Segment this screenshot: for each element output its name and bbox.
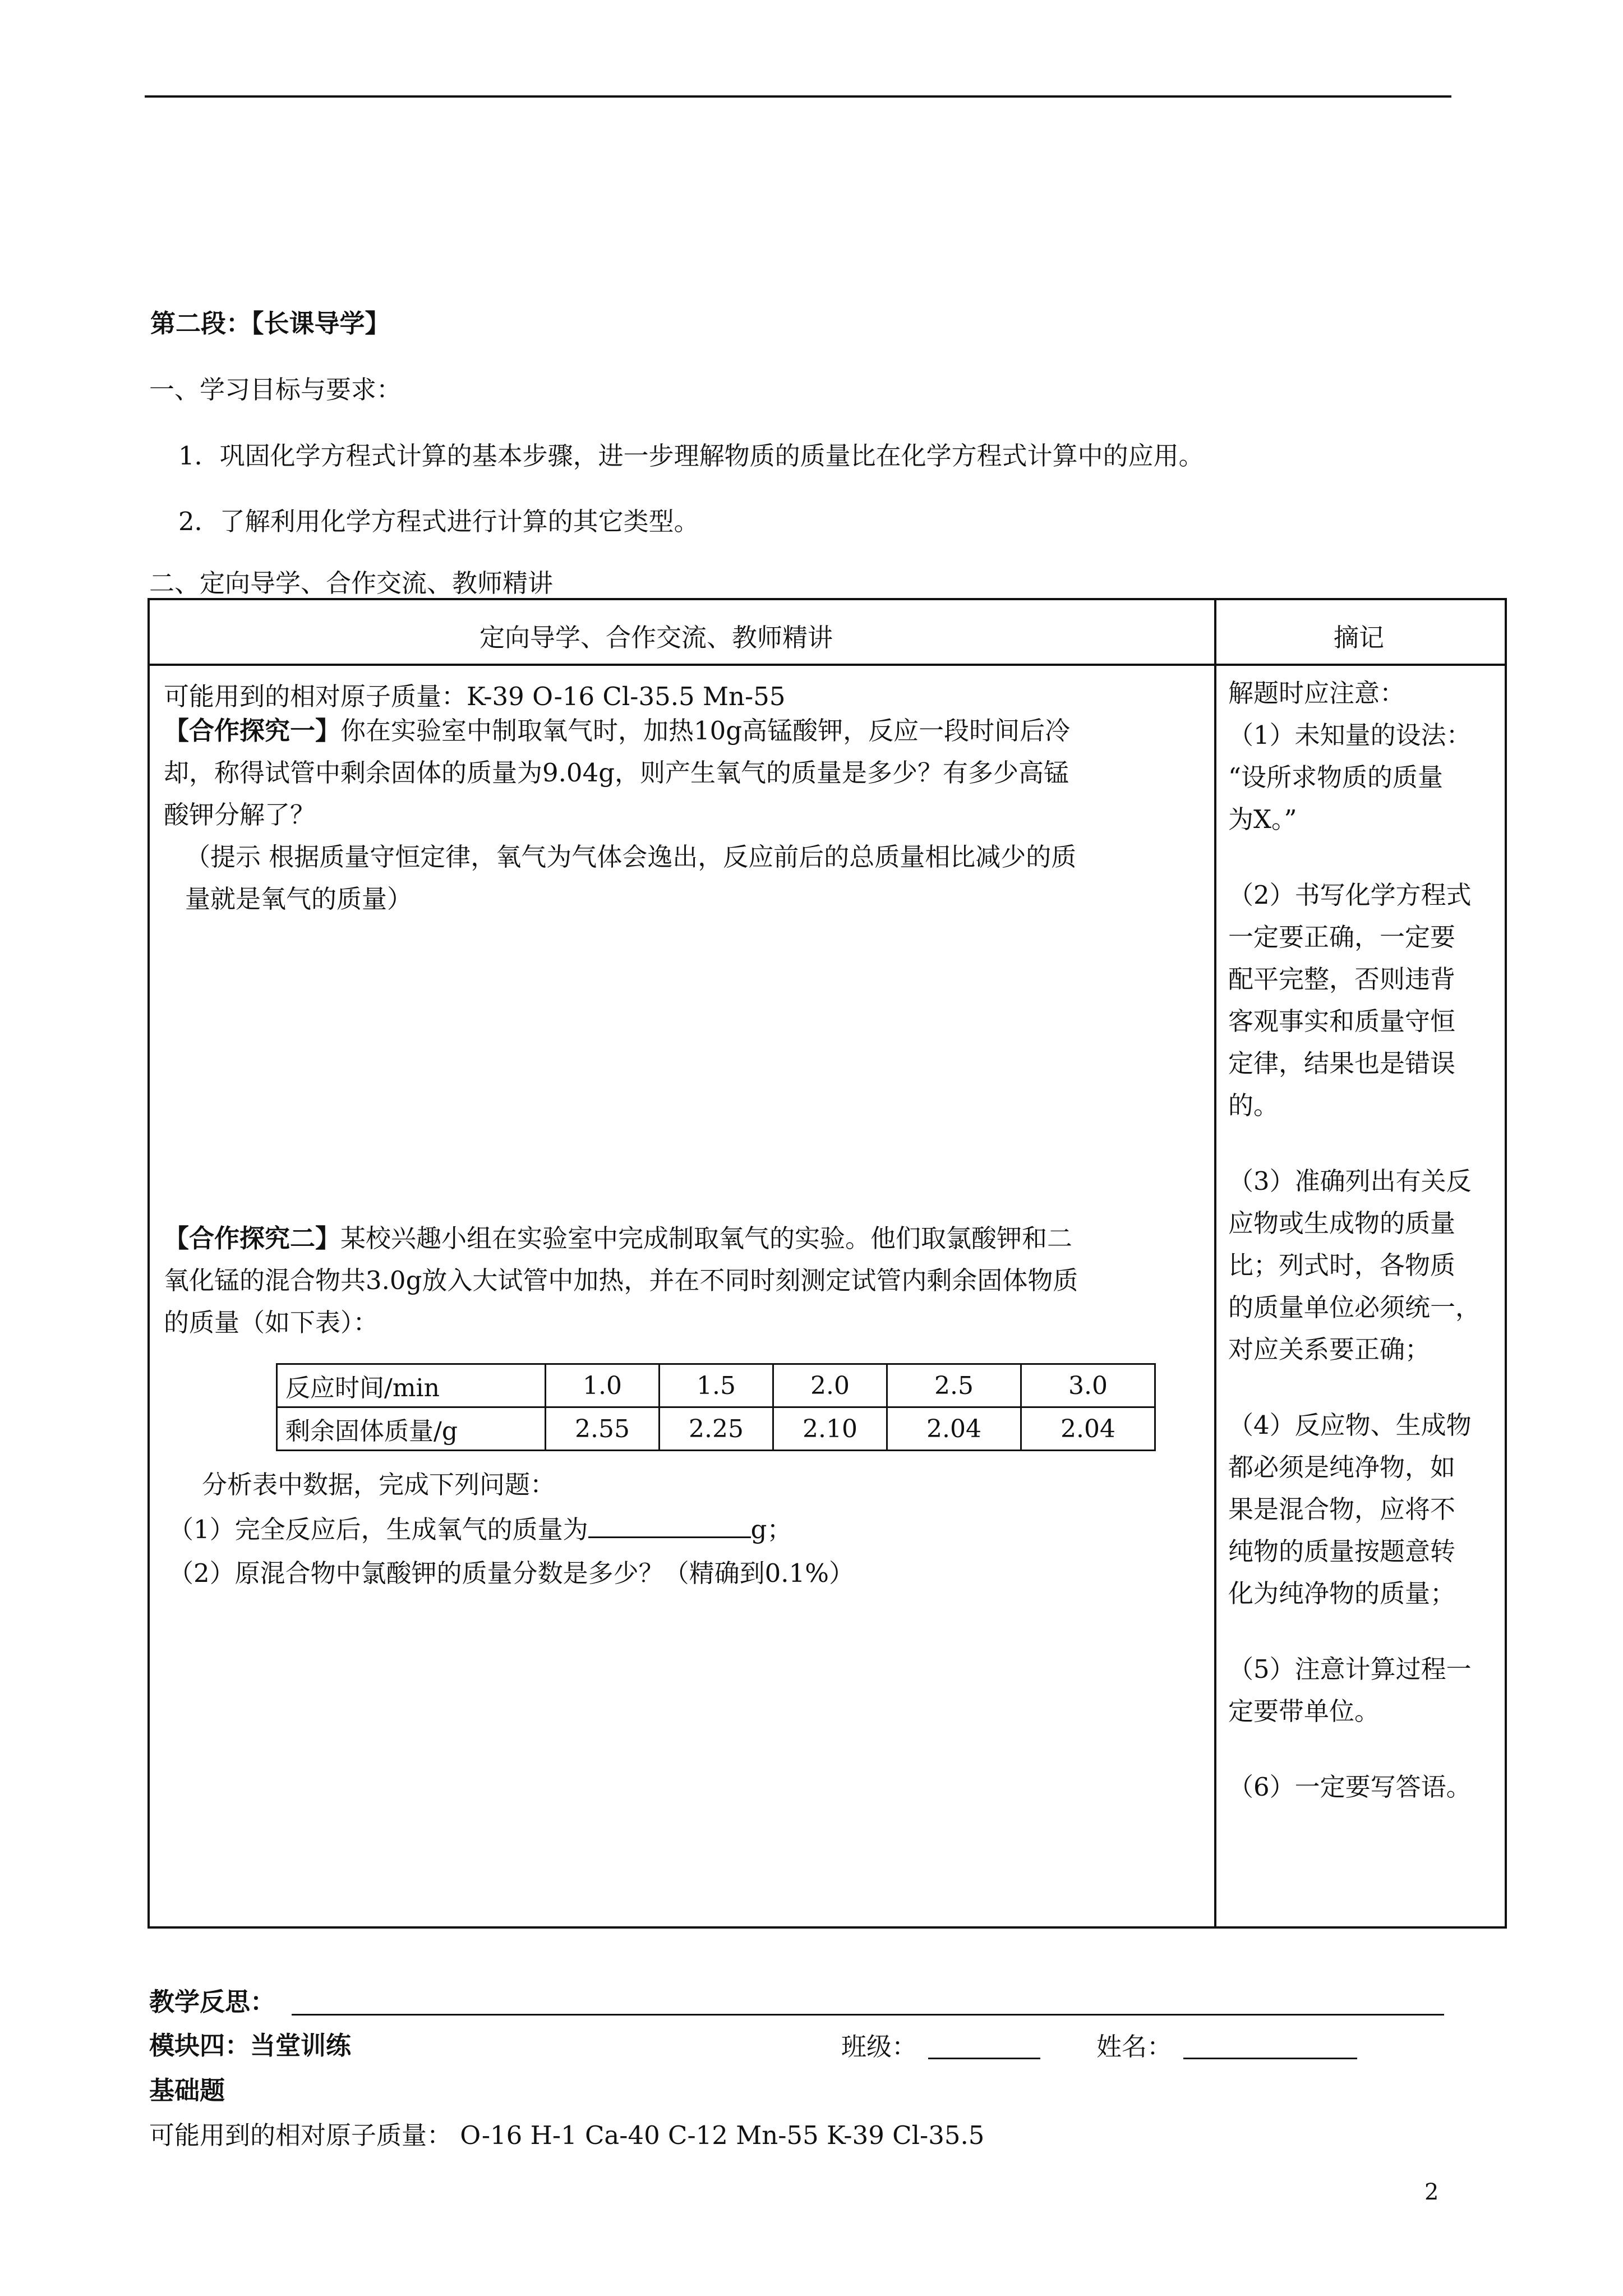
inquiry-1-line-1: 你在实验室中制取氧气时，加热10g高锰酸钾，反应一段时间后冷 [340,716,1071,746]
time-cell: 2.5 [887,1364,1021,1407]
note-3-line: 应物或生成物的质量 [1228,1208,1456,1238]
note-3-line: （3）准确列出有关反 [1228,1166,1472,1196]
question-1-blank[interactable] [588,1514,751,1538]
name-label: 姓名： [1096,2032,1173,2062]
inquiry-2-line-2: 氧化锰的混合物共3.0g放入大试管中加热，并在不同时刻测定试管内剩余固体物质 [164,1266,1078,1295]
mass-cell: 2.04 [887,1407,1021,1451]
note-3 [1228,1160,1497,1370]
analysis-instruction: 分析表中数据，完成下列问题： [202,1470,556,1499]
note-2 [1228,874,1497,1126]
note-4-line: 都必须是纯净物，如 [1228,1452,1456,1482]
objective-item-1: 1．巩固化学方程式计算的基本步骤，进一步理解物质的质量比在化学方程式计算中的应用。 [178,441,1204,471]
class-label: 班级： [841,2032,917,2062]
inquiry-1-hint-1: （提示 根据质量守恒定律，氧气为气体会逸出，反应前后的总质量相比减少的质 [185,842,1077,872]
time-cell: 1.5 [660,1364,773,1407]
mass-cell: 2.25 [660,1407,773,1451]
note-2-line: 的。 [1228,1091,1279,1120]
main-column-header: 定向导学、合作交流、教师精讲 [479,623,833,652]
time-cell: 3.0 [1021,1364,1155,1407]
note-4 [1228,1404,1497,1614]
note-6-line: （6）一定要写答语。 [1228,1772,1472,1802]
notes-heading: 解题时应注意： [1228,678,1405,708]
note-5 [1228,1648,1497,1732]
note-3-line: 对应关系要正确； [1228,1335,1431,1364]
notes-column [1228,672,1497,1808]
note-1-line: （1）未知量的设法： [1228,720,1472,750]
inquiry-2-line-1: 某校兴趣小组在实验室中完成制取氧气的实验。他们取氯酸钾和二 [340,1223,1073,1253]
table-column-divider [1214,598,1216,1929]
note-2-line: （2）书写化学方程式 [1228,880,1472,910]
class-blank[interactable] [928,2058,1040,2059]
objective-item-2: 2．了解利用化学方程式进行计算的其它类型。 [178,507,699,536]
note-4-line: 果是混合物，应将不 [1228,1494,1456,1524]
note-2-line: 客观事实和质量守恒 [1228,1006,1456,1036]
header-rule [145,95,1451,98]
mass-cell: 2.55 [546,1407,660,1451]
time-cell: 2.0 [773,1364,887,1407]
time-cell: 1.0 [546,1364,660,1407]
question-2: （2）原混合物中氯酸钾的质量分数是多少？（精确到0.1%） [168,1558,854,1588]
section-title: 第二段：【长课导学】 [150,309,390,338]
note-column-header: 摘记 [1334,623,1385,652]
atomic-masses-line-2: 可能用到的相对原子质量： O-16 H-1 Ca-40 C-12 Mn-55 K-39 Cl-35.5 [149,2120,985,2150]
table-header-divider [147,664,1507,666]
question-1-prefix: （1）完全反应后，生成氧气的质量为 [168,1515,588,1544]
inquiry-2-line-3: 的质量（如下表）： [164,1308,379,1337]
note-1-line: 为X。” [1228,804,1297,834]
inquiry-1-title: 【合作探究一】 [164,716,341,746]
note-4-line: （4）反应物、生成物 [1228,1410,1472,1440]
row2-label: 剩余固体质量/g [277,1407,546,1451]
mass-cell: 2.04 [1021,1407,1155,1451]
page-number: 2 [1424,2179,1439,2205]
reflection-line[interactable] [292,2014,1444,2016]
note-1 [1228,714,1497,840]
name-blank[interactable] [1183,2058,1357,2059]
question-1 [168,1509,792,1545]
row1-label: 反应时间/min [277,1364,546,1407]
objectives-heading: 一、学习目标与要求： [149,375,402,404]
inquiry-1-line-3: 酸钾分解了？ [164,800,316,830]
reflection-label: 教学反思： [149,1987,276,2017]
note-5-line: 定要带单位。 [1228,1696,1380,1726]
inquiry-2 [164,1217,1201,1343]
note-2-line: 配平完整，否则违背 [1228,964,1456,994]
note-5-line: （5）注意计算过程一 [1228,1654,1472,1684]
note-1-line: “设所求物质的质量 [1228,762,1444,792]
note-4-line: 纯物的质量按题意转 [1228,1536,1456,1566]
note-2-line: 一定要正确，一定要 [1228,922,1456,952]
module4-title: 模块四：当堂训练 [149,2031,352,2060]
note-4-line: 化为纯净物的质量； [1228,1579,1456,1608]
inquiry-1-hint-2: 量就是氧气的质量） [185,884,413,914]
note-3-line: 比；列式时，各物质 [1228,1250,1456,1280]
atomic-masses-line: 可能用到的相对原子质量：K-39 O-16 Cl-35.5 Mn-55 [164,682,786,711]
inquiry-2-title: 【合作探究二】 [164,1223,341,1253]
table-row [277,1364,1155,1407]
mass-cell: 2.10 [773,1407,887,1451]
inquiry-1-line-2: 却，称得试管中剩余固体的质量为9.04g，则产生氧气的质量是多少？有多少高锰 [164,758,1069,788]
question-1-suffix: g； [750,1515,792,1544]
note-2-line: 定律，结果也是错误 [1228,1048,1456,1078]
basic-heading: 基础题 [149,2076,225,2105]
inquiry-1 [164,710,1201,920]
table-row [277,1407,1155,1451]
note-3-line: 的质量单位必须统一， [1228,1292,1481,1322]
part2-heading: 二、定向导学、合作交流、教师精讲 [149,568,554,598]
reaction-data-table [276,1363,1156,1451]
note-6 [1228,1766,1497,1808]
